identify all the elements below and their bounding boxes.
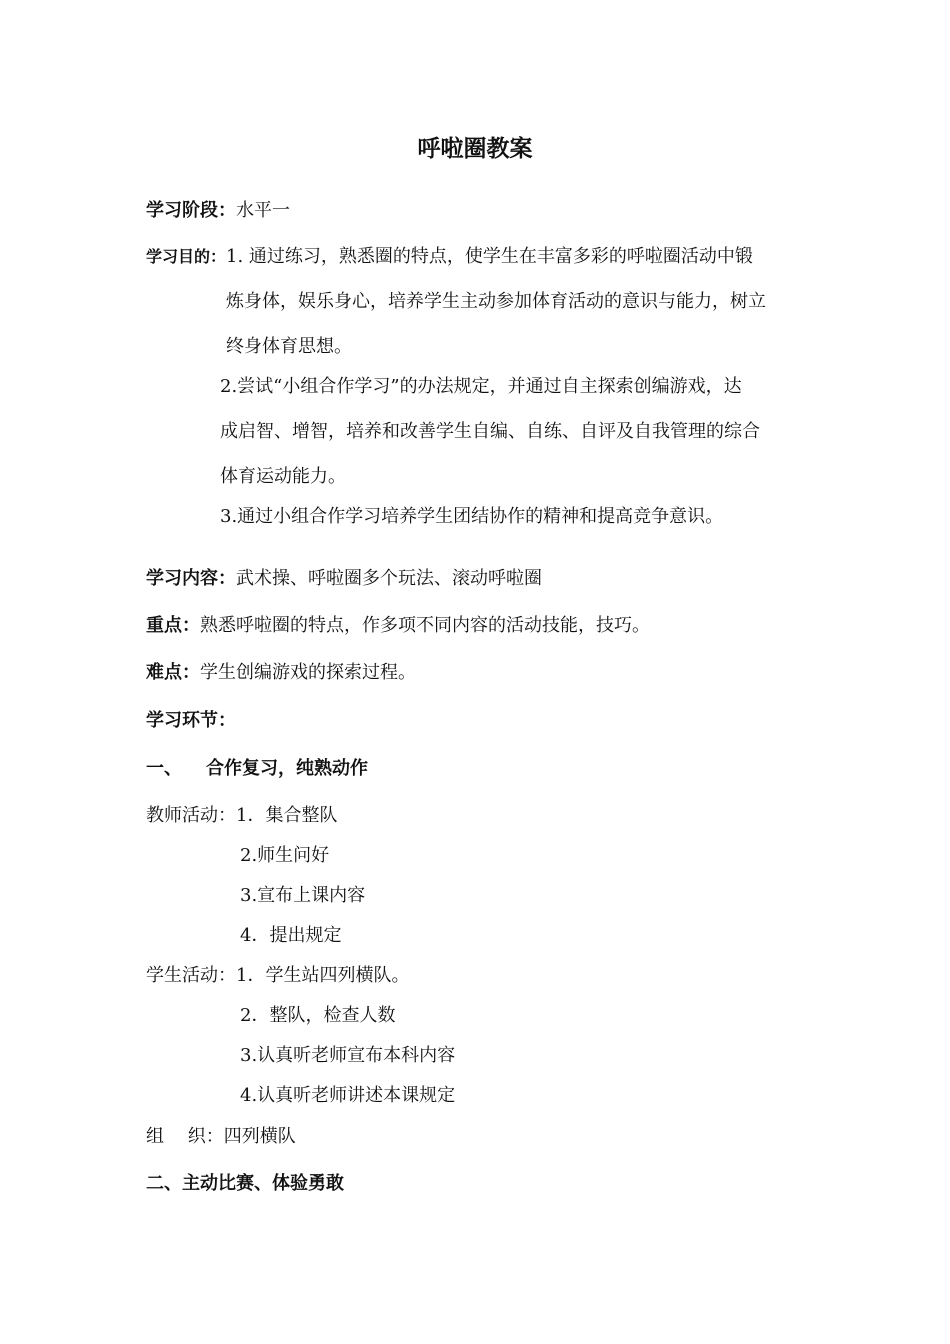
student-item-4: 4.认真听老师讲述本课规定 [240, 1085, 456, 1106]
org-value: 四列横队 [223, 1126, 296, 1147]
section-1-heading [146, 757, 368, 781]
stage-row [146, 199, 290, 223]
section-2-heading: 二、主动比赛、体验勇敢 [146, 1173, 344, 1194]
goal-1-line-3: 终身体育思想。 [226, 336, 352, 357]
key-row [146, 614, 650, 638]
steps-label: 学习环节： [146, 710, 236, 731]
content-row [146, 567, 542, 591]
page-title: 呼啦圈教案 [417, 136, 533, 162]
student-row-1 [146, 964, 409, 988]
section-1-title: 合作复习，纯熟动作 [206, 758, 368, 779]
goal-1-line-2: 炼身体，娱乐身心，培养学生主动参加体育活动的意识与能力，树立 [226, 291, 766, 312]
goals-row-1 [146, 245, 753, 269]
student-item-2: 2．整队，检查人数 [240, 1005, 396, 1026]
student-item-3: 3.认真听老师宣布本科内容 [240, 1045, 456, 1066]
org-row [146, 1125, 296, 1149]
goal-1-line-1: 1. 通过练习，熟悉圈的特点，使学生在丰富多彩的呼啦圈活动中锻 [226, 246, 753, 267]
goal-2-line-3: 体育运动能力。 [220, 466, 346, 487]
teacher-row-1 [146, 804, 337, 828]
content-label: 学习内容： [146, 568, 236, 589]
student-label: 学生活动： [146, 965, 236, 986]
key-value: 熟悉呼啦圈的特点，作多项不同内容的活动技能，技巧。 [200, 615, 650, 636]
teacher-item-1: 1．集合整队 [236, 805, 338, 826]
key-label: 重点： [146, 615, 200, 636]
goal-2-line-2: 成启智、增智，培养和改善学生自编、自练、自评及自我管理的综合 [220, 421, 760, 442]
difficulty-row [146, 661, 416, 685]
org-label: 组 织： [146, 1126, 224, 1147]
teacher-item-3: 3.宣布上课内容 [240, 885, 366, 906]
stage-value: 水平一 [236, 200, 290, 221]
goal-2-line-1: 2.尝试“小组合作学习”的办法规定，并通过自主探索创编游戏，达 [220, 376, 742, 397]
stage-label: 学习阶段： [146, 200, 236, 221]
section-1-number: 一、 [146, 758, 182, 779]
teacher-item-4: 4．提出规定 [240, 925, 342, 946]
student-item-1: 1．学生站四列横队。 [236, 965, 410, 986]
content-value: 武术操、呼啦圈多个玩法、滚动呼啦圈 [236, 568, 542, 589]
goal-3-line-1: 3.通过小组合作学习培养学生团结协作的精神和提高竞争意识。 [220, 506, 724, 527]
difficulty-value: 学生创编游戏的探索过程。 [200, 662, 416, 683]
teacher-item-2: 2.师生问好 [240, 845, 330, 866]
teacher-label: 教师活动： [146, 805, 236, 826]
goals-label: 学习目的： [146, 247, 227, 266]
difficulty-label: 难点： [146, 662, 200, 683]
